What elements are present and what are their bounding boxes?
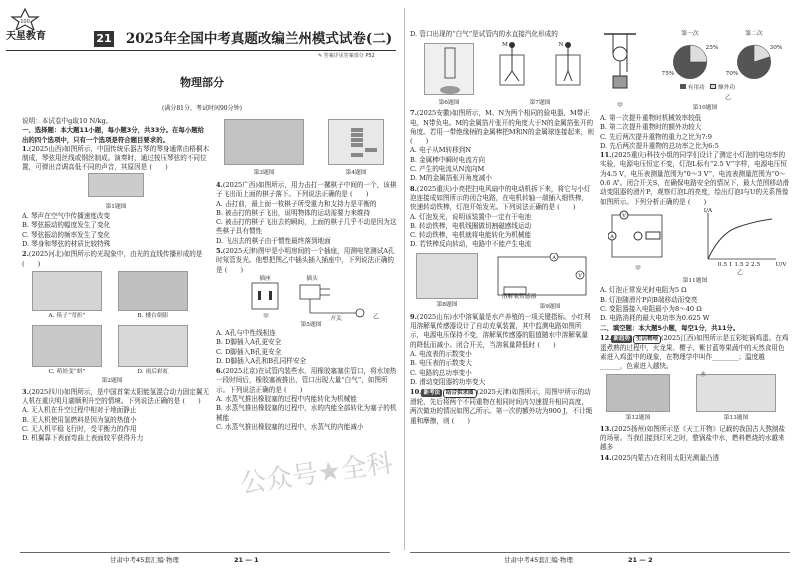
q11-option-b: B. 灯泡随滑片P向B端移动而变亮 bbox=[600, 295, 698, 304]
q4-blank: ( ) bbox=[349, 190, 369, 199]
q12-caption: 第12题图 bbox=[625, 414, 651, 421]
choice-section-heading: 一、选择题：本大题11小题，每小题3分，共33分。在每小题给出的四个选项中，只有一个选项是符合题目要求的。 bbox=[22, 126, 204, 144]
q2-figure-grid bbox=[22, 269, 210, 387]
q7-text: (2025安徽)如图所示，M、N为两个相同的验电器，M带正电，N带负电。M的金属箔片张开的角度大于N的金属箔张开的角度。若用一带绝缘柄的金属棒把M和N的金属球连接起来，则 bbox=[410, 109, 594, 136]
q3-number: 3. bbox=[22, 387, 29, 396]
chess-pieces-image bbox=[328, 119, 384, 165]
q10-fig-b-label: 乙 bbox=[725, 95, 731, 101]
new-format-badge: 新考法 bbox=[423, 390, 440, 397]
q3-option-b: B. 无人机使用氢燃料是因为氢的热值小 bbox=[22, 415, 137, 424]
q6-q7-figures bbox=[410, 39, 594, 109]
q3-option-c: C. 无人机平稳飞行时，受平衡力的作用 bbox=[22, 425, 137, 434]
footer-right-page: 21 — 2 bbox=[628, 556, 653, 564]
q1-blank: ( ) bbox=[149, 163, 168, 172]
q11-fig-b-label: 乙 bbox=[737, 269, 743, 276]
life-physics-tag: 生活物理 bbox=[633, 335, 661, 344]
q11-option-d: D. 电路消耗的最大电功率为0.625 W bbox=[600, 314, 710, 323]
q3-caption: 第3题图 bbox=[253, 170, 275, 176]
page-number-badge: 21 bbox=[94, 31, 114, 47]
q5-number: 5. bbox=[216, 247, 223, 256]
question-10 bbox=[410, 388, 594, 426]
q2-text: (2025河北)如图所示的光现象中，由光的直线传播形成的是 bbox=[28, 250, 203, 259]
q1-option-b: B. 琴弦振动的幅度发生了变化 bbox=[22, 221, 111, 230]
q1-option-d: D. 琴身和琴弦的材质比较特殊 bbox=[22, 239, 111, 248]
question-12 bbox=[600, 334, 790, 424]
electroscope-n-label: N bbox=[558, 42, 564, 49]
question-6 bbox=[216, 367, 400, 432]
legend-useful-swatch bbox=[680, 84, 686, 89]
q10-option-b: B. 第二次提升重物时的额外功较大 bbox=[600, 123, 702, 132]
q6-option-b: B. 水蒸气推出橡胶塞的过程中，水的内能全部转化为塞子的机械能 bbox=[216, 404, 397, 422]
answer-reference: ✎ 答案详见答案部分 P52 bbox=[318, 53, 375, 59]
q12-text: (2025江西)如图所示是五彩蛇祸鸡蛋。在鸡蛋煮熟的过程中，火龙果、樱子、紫甘蓝等果蔬中的天然食用色素进入鸡蛋中的现象，在物理学中叫作________；温度越______，色素进入越快。 bbox=[600, 333, 789, 371]
iv-curve-graph bbox=[700, 209, 780, 265]
plug-label: 插头 bbox=[306, 275, 318, 282]
svg-text:A: A bbox=[552, 254, 556, 261]
legend-useful-label: 有用功 bbox=[687, 85, 705, 91]
q6-number: 6. bbox=[216, 367, 223, 376]
q8-q9-figures bbox=[410, 251, 594, 313]
q2-number: 2. bbox=[22, 250, 29, 259]
q8-option-c: C. 转动铁棒，电机就将电能转化为机械能 bbox=[410, 231, 532, 240]
pie-legend bbox=[680, 84, 735, 93]
logo-text: 天星教育 bbox=[6, 31, 46, 42]
q2-option-b: B. 楼台倒影 bbox=[137, 312, 169, 319]
q13-number: 13. bbox=[600, 424, 612, 433]
q6-caption: 第6题图 bbox=[438, 100, 460, 107]
q5-fig-a-label: 甲 bbox=[263, 313, 269, 320]
rainbow-image bbox=[118, 325, 188, 367]
column-3 bbox=[410, 30, 594, 550]
q8-text: (2025重庆)小亮把扫电风扇中的电动机拆下来，将它与小灯泡连接成如图所示的闭合电路，在电机转轴一端插入细铁棒，快速转动铁棒，灯泡开始发光。下列说法正确的是 bbox=[410, 184, 591, 212]
pie2-useful-label: 70% bbox=[725, 71, 739, 77]
q10-text: (2025天津)如图所示，用图甲所示的动滑轮，先后将两个不同重物在相同时间内匀速提升相同高度，两次做功的情况如图乙所示。第一次的额外功为900 J，不计绳重和摩擦，则 bbox=[410, 388, 593, 425]
pie1-extra-label: 25% bbox=[705, 45, 719, 51]
q9-caption: 第9题图 bbox=[539, 303, 561, 310]
question-3 bbox=[22, 388, 210, 444]
section-title: 物理部分 bbox=[180, 76, 224, 89]
footer-rule-right bbox=[410, 552, 790, 553]
q4-caption: 第4题图 bbox=[345, 170, 367, 176]
q5-blank: ( ) bbox=[224, 265, 244, 274]
q7-option-d: D. M的金属箔张开角度减小 bbox=[410, 174, 492, 183]
new-trend-badge: 新趋势 bbox=[613, 335, 630, 342]
q9-number: 9. bbox=[410, 312, 417, 321]
q9-option-d: D. 滑动变阻器的功率变大 bbox=[410, 377, 486, 386]
q2-caption: 第2题图 bbox=[101, 377, 123, 384]
q2-option-c: C. 萌娃变“蚪” bbox=[48, 368, 86, 375]
question-4 bbox=[216, 181, 400, 246]
q1-number: 1. bbox=[22, 144, 29, 153]
graph-x-label: U/V bbox=[775, 261, 787, 268]
kid-image bbox=[32, 325, 102, 367]
fill-section-heading: 二、填空题：本大题5小题，每空1分，共11分。 bbox=[600, 324, 740, 333]
q8-caption: 第8题图 bbox=[436, 301, 458, 308]
q4-option-b: B. 被击打的棋子飞出，说明物体的运动需要力来维持 bbox=[216, 208, 371, 217]
switch-label: 开关 bbox=[330, 315, 342, 322]
drone-image bbox=[224, 119, 304, 165]
pie2-title: 第二次 bbox=[745, 31, 763, 37]
q10-blank: ( ) bbox=[451, 416, 471, 425]
svg-text:100: 100 bbox=[20, 19, 30, 25]
score-note: (满分81分，考试时间90分钟) bbox=[162, 105, 242, 112]
q11-caption: 第11题图 bbox=[682, 277, 708, 284]
chess-stack-drawing bbox=[329, 120, 384, 165]
q5-text: (2025天津)图甲是小明房间的一个插座，用测电笔测试A孔时氖管发光。他想把图乙中插头插入插座中，下列说法正确的是 bbox=[216, 247, 395, 274]
logo bbox=[6, 8, 72, 50]
answer-ref-text: 答案详见答案部分 P52 bbox=[323, 53, 375, 59]
svg-text:A: A bbox=[610, 233, 614, 240]
q3-option-d: D. 机翼靠下表面弯曲上表面较平获得升力 bbox=[22, 434, 144, 443]
q10-caption: 第10题图 bbox=[692, 105, 718, 111]
footer-left-title: 甘肃中考45套汇编·物理 bbox=[110, 556, 179, 564]
q1-text: (2025山西)如图所示，中国传统乐器古琴的琴身通常由梧桐木制成，琴弦用丝线或钢丝制成。演奏时，通过按压琴弦的不同位置，可弹出音调高低不同的声音，其原因是 bbox=[22, 144, 210, 172]
q6-option-a: A. 水蒸气推出橡胶塞的过程中内能转化为机械能 bbox=[216, 395, 357, 404]
graph-y-label: I/A bbox=[703, 207, 713, 214]
q10-number: 10. bbox=[410, 388, 422, 397]
q1-option-a: A. 琴声在空气中传播速度改变 bbox=[22, 212, 111, 221]
q7-option-b: B. 金属棒中瞬时电流方向 bbox=[410, 155, 485, 164]
footer-right-title: 甘肃中考45套汇编·物理 bbox=[504, 556, 573, 564]
q2-option-d: D. 雨后彩虹 bbox=[137, 368, 169, 375]
q4-number: 4. bbox=[216, 181, 223, 189]
q3-blank: ( ) bbox=[182, 397, 201, 406]
q3-text: (2025四川)如图所示，是中国首架太阳能氢混合动力固定翼无人机在重庆明月湖顺利升空的情境。下列说法正确的是 bbox=[22, 387, 210, 406]
q11-number: 11. bbox=[600, 151, 612, 160]
q11-text: (2025重庆)科技小组的同学们设计了测定小灯泡的电功率的实验，电源电压恒定不变，灯泡L标有“2.5 V”字样，电源电压恒为4.5 V，电压表测量范围为“0～3 V”，电流表测量范围为“0～0.6 A”。闭合开关S，在确保电路安全的情况下，最大范围移动滑动变阻器的滑片P，观察灯泡L的亮度，绘出灯泡I与U的关系图像如图所示。下列分析正确的是 bbox=[600, 151, 790, 206]
q1-figure bbox=[22, 173, 210, 203]
q11-option-a: A. 灯泡正常发光时电阻为5 Ω bbox=[600, 286, 687, 295]
question-14 bbox=[600, 454, 790, 463]
electroscope-m-label: M bbox=[502, 42, 508, 49]
water-label: 水 bbox=[700, 371, 706, 378]
q13-text: (2025扬州)如图所示是《天工开物》记载的我国古人熬制盐的场景。当我们接到灯光之时，整锅盐中水，燃料燃烧的水越来越多 bbox=[600, 424, 786, 452]
q4-option-d: D. 飞出去的棋子由于惯性最终落到地面 bbox=[216, 236, 331, 245]
question-2 bbox=[22, 250, 210, 387]
q10-option-c: C. 先后两次提升重物的重力之比为7:9 bbox=[600, 132, 712, 141]
pulley-drawing bbox=[600, 32, 640, 102]
q9-option-c: C. 电路的总功率变小 bbox=[410, 368, 472, 377]
q2-option-a: A. 筷子“弯折” bbox=[48, 312, 86, 319]
lamp-circuit-drawing bbox=[608, 209, 668, 265]
q7-option-c: C. 产生的电流从N流向M bbox=[410, 165, 485, 174]
q5-option-b: B. D脚插入A孔更安全 bbox=[216, 338, 282, 347]
q11-blank: ( ) bbox=[687, 197, 707, 206]
q10-fig-a-label: 甲 bbox=[617, 103, 623, 109]
column-4 bbox=[600, 30, 790, 550]
legend-extra-label: 额外功 bbox=[718, 85, 735, 91]
column-1 bbox=[22, 117, 210, 549]
q11-figures bbox=[600, 207, 790, 277]
guqin-image bbox=[88, 173, 144, 197]
chopsticks-image bbox=[32, 271, 102, 311]
svg-text:V: V bbox=[622, 212, 626, 219]
q7-caption: 第7题图 bbox=[529, 100, 551, 107]
q8-option-a: A. 灯泡发光，说明该装置中一定有干电池 bbox=[410, 212, 532, 221]
q10-figures bbox=[600, 30, 790, 114]
question-5 bbox=[216, 247, 400, 366]
socket-label: 插座 bbox=[259, 275, 271, 282]
question-1 bbox=[22, 145, 210, 249]
q9-text: (2025山东)水中溶氧量是水产养殖的一项关键指标。小红利用溶解氧传感器设计了自动充氧装置，其中监测电路如图所示，电源电压保持不变，溶解氧传感器的阻值随水中溶解氧量的降低而减小。闭合开关，当溶氧量降低时 bbox=[410, 312, 591, 349]
q5-option-a: A. A孔与中性线相连 bbox=[216, 328, 276, 337]
q4-text: (2025广西)如图所示，用力击打一摞棋子中间的一个，该棋子飞出而上面的棋子落下。下列说法正确的是 bbox=[216, 181, 397, 199]
q6-option-d: D. 管口出现的“白气”是试管内的水直接汽化形成的 bbox=[410, 30, 558, 38]
question-11 bbox=[600, 151, 790, 323]
q4-option-a: A. 击打前，最上面一枚棋子所受重力和支持力是平衡的 bbox=[216, 199, 377, 208]
q6-blank: ( ) bbox=[284, 385, 303, 394]
instruction-note: 说明：本试卷中g取10 N/kg。 bbox=[22, 117, 113, 125]
question-9 bbox=[410, 313, 594, 387]
q6-text: (2025北京)在试管内装些水，用橡胶塞塞住管口，将水加热一段时间后，橡胶塞被推出，管口出现大量“白气”，如图所示。下列说法正确的是 bbox=[216, 367, 397, 394]
q14-number: 14. bbox=[600, 453, 612, 462]
center-divider bbox=[404, 8, 405, 550]
q12-q13-figures bbox=[600, 372, 790, 424]
q11-option-c: C. 变阻器接入电阻最小为8～40 Ω bbox=[600, 304, 702, 313]
test-tube-image bbox=[424, 43, 474, 95]
q8-option-d: D. 若铁棒反向转动，电路中不能产生电流 bbox=[410, 240, 532, 249]
footer-left-page: 21 — 1 bbox=[234, 556, 259, 564]
question-7 bbox=[410, 109, 594, 183]
q10-option-a: A. 第一次提升重物时机械效率较低 bbox=[600, 114, 702, 122]
q4-option-c: C. 被击打的棋子飞出去的瞬间，上面的棋子几乎不动是因为这些棋子具有惯性 bbox=[216, 218, 397, 236]
q12-number: 12. bbox=[600, 333, 612, 342]
q5-option-c: C. D脚插入B孔更安全 bbox=[216, 347, 282, 356]
q9-option-a: A. 电流表的示数变小 bbox=[410, 349, 472, 358]
exam-title: 2025年全国中考真题改编兰州模式试卷(二) bbox=[125, 31, 393, 47]
motor-image bbox=[416, 253, 478, 299]
question-13 bbox=[600, 425, 790, 453]
q9-option-b: B. 电压表的示数变大 bbox=[410, 359, 472, 368]
q3-option-a: A. 无人机在升空过程中相对于地面静止 bbox=[22, 406, 137, 415]
pavilion-image bbox=[118, 271, 188, 311]
question-8 bbox=[410, 185, 594, 250]
q6-option-c: C. 水蒸气推出橡胶塞的过程中，水蒸气的内能减小 bbox=[216, 422, 364, 431]
legend-extra-swatch bbox=[710, 84, 716, 89]
q2-blank: ( ) bbox=[22, 259, 41, 268]
q3-q4-figures bbox=[216, 117, 400, 181]
q9-blank: ( ) bbox=[537, 340, 556, 349]
q1-caption: 第1题图 bbox=[105, 203, 127, 210]
q10-option-d: D. 先后两次提升重物的总功率之比为6:5 bbox=[600, 141, 719, 150]
q13-caption: 第13题图 bbox=[723, 414, 749, 421]
q7-blank: ( ) bbox=[410, 137, 429, 146]
q7-option-a: A. 电子从M转移到N bbox=[410, 146, 472, 155]
q5-figure bbox=[216, 275, 400, 329]
q5-fig-b-label: 乙 bbox=[373, 313, 379, 320]
q14-text: (2025内蒙古)在利用太阳光测量凸透 bbox=[611, 453, 720, 462]
pie1-title: 第一次 bbox=[681, 31, 699, 37]
pie1-useful-label: 75% bbox=[661, 71, 675, 77]
svg-text:V: V bbox=[578, 272, 582, 279]
q8-blank: ( ) bbox=[557, 203, 576, 212]
footer-rule-left bbox=[20, 552, 390, 553]
topic-tag: 结合供求图 bbox=[443, 389, 477, 398]
q1-option-c: C. 琴弦振动的频率发生了变化 bbox=[22, 230, 111, 239]
eggs-image bbox=[606, 374, 670, 412]
star-icon bbox=[10, 8, 40, 30]
pie2-extra-label: 30% bbox=[769, 45, 783, 51]
q11-fig-a-label: 甲 bbox=[635, 265, 641, 272]
q8-option-b: B. 转动铁棒，电机线圈做切割磁感线运动 bbox=[410, 221, 532, 230]
q5-caption: 第5题图 bbox=[300, 321, 322, 328]
q5-option-d: D. D脚插入A孔和B孔同样安全 bbox=[216, 356, 307, 365]
sensor-label: 溶解氧传感器 bbox=[501, 293, 537, 300]
watermark: 公众号★全科 bbox=[238, 448, 395, 500]
graph-x-ticks: 0.5 1 1.5 2 2.5 bbox=[717, 261, 761, 268]
q7-number: 7. bbox=[410, 109, 417, 118]
q8-number: 8. bbox=[410, 184, 417, 193]
test-tube-drawing bbox=[425, 44, 474, 95]
